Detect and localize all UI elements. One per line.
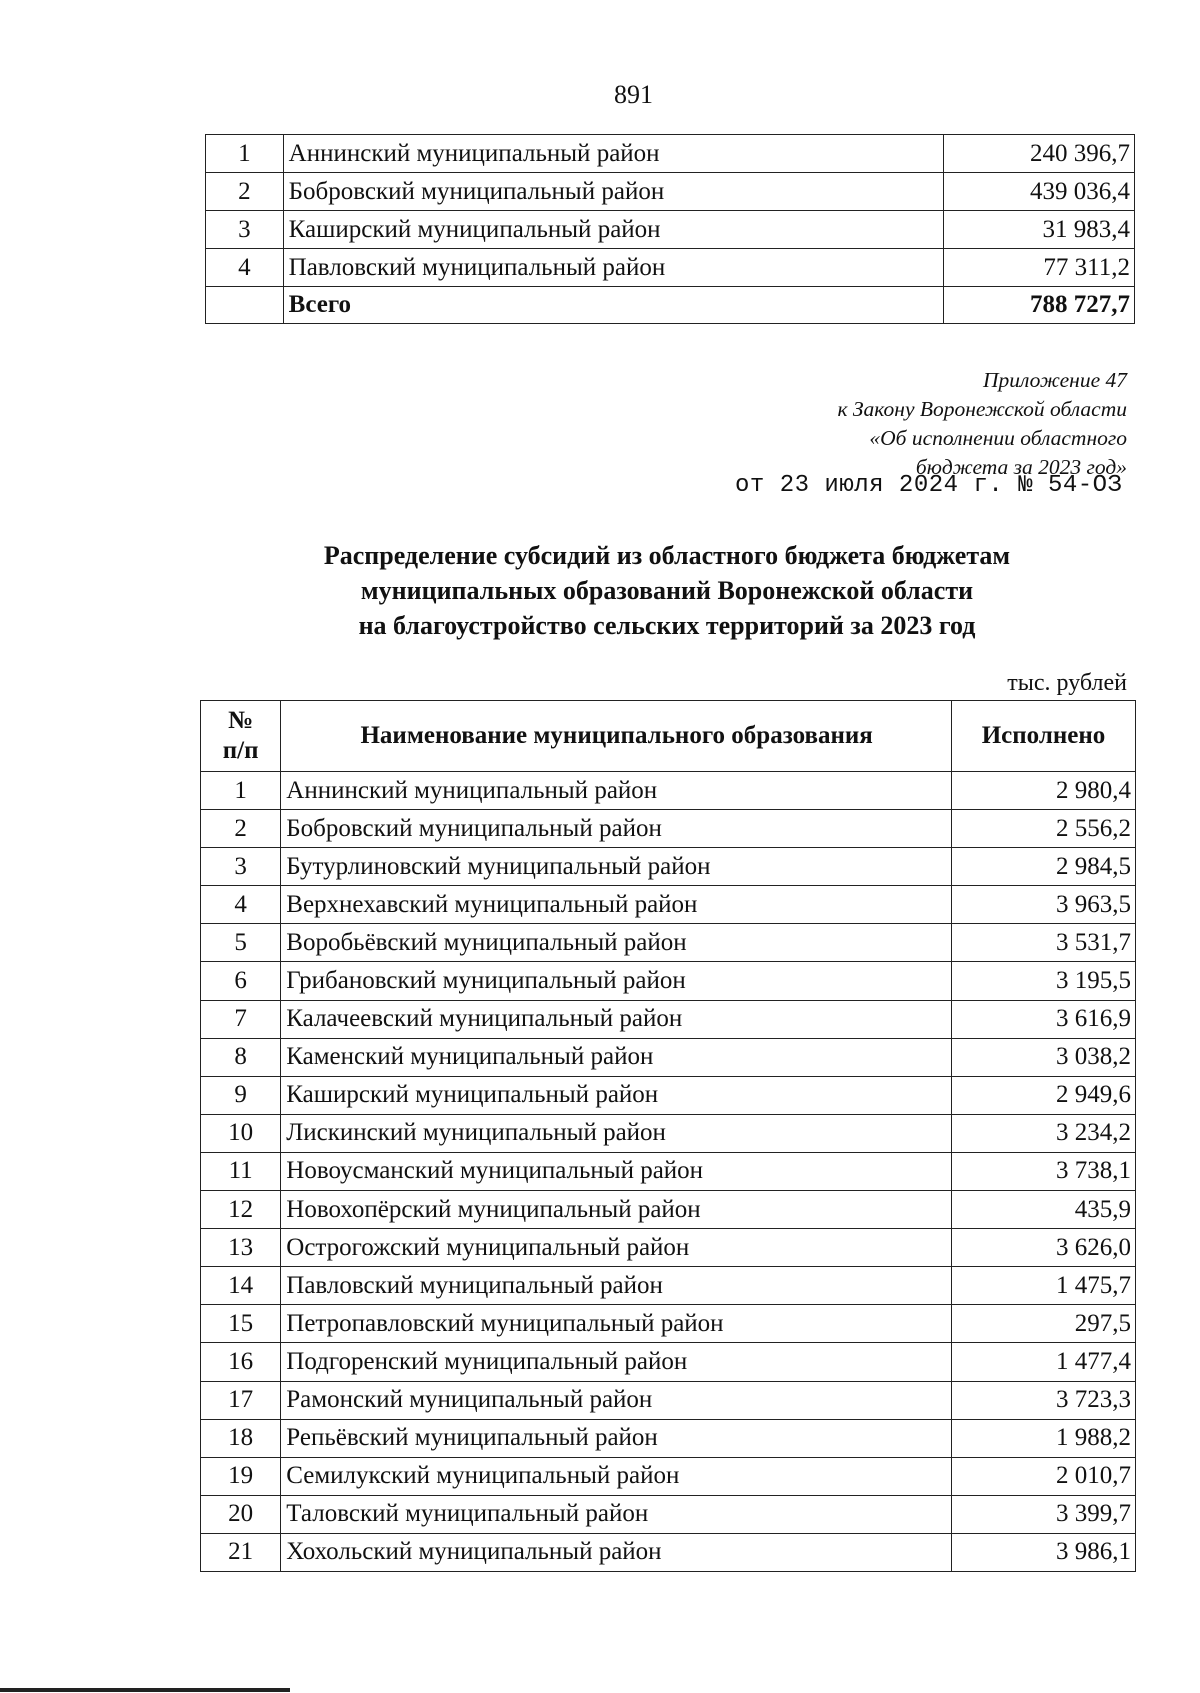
row-name: Подгоренский муниципальный район — [281, 1343, 952, 1381]
row-number: 7 — [201, 1000, 281, 1038]
row-name: Воробьёвский муниципальный район — [281, 924, 952, 962]
total-value: 788 727,7 — [944, 287, 1135, 324]
table-row — [201, 1533, 1136, 1571]
row-number: 13 — [201, 1229, 281, 1267]
appendix-line: «Об исполнении областного — [869, 426, 1127, 450]
row-value: 435,9 — [952, 1191, 1136, 1229]
row-value: 439 036,4 — [944, 173, 1135, 211]
row-number: 9 — [201, 1076, 281, 1114]
row-number: 5 — [201, 924, 281, 962]
previous-appendix-table — [205, 134, 1135, 324]
row-number: 19 — [201, 1457, 281, 1495]
title-line: на благоустройство сельских территорий за 2023 год — [358, 611, 976, 640]
page-number — [0, 80, 1200, 110]
footer-rule — [0, 1688, 290, 1692]
total-label: Всего — [283, 287, 944, 324]
table-row — [201, 1495, 1136, 1533]
row-name: Павловский муниципальный район — [281, 1267, 952, 1305]
row-number: 15 — [201, 1305, 281, 1343]
table-row — [201, 886, 1136, 924]
row-value: 2 984,5 — [952, 848, 1136, 886]
row-number: 20 — [201, 1495, 281, 1533]
table-row — [201, 1305, 1136, 1343]
table-row — [201, 1152, 1136, 1190]
table-row — [201, 772, 1136, 810]
table-row — [201, 1419, 1136, 1457]
row-value: 3 986,1 — [952, 1533, 1136, 1571]
row-value: 3 399,7 — [952, 1495, 1136, 1533]
row-name: Лискинский муниципальный район — [281, 1114, 952, 1152]
row-value: 1 475,7 — [952, 1267, 1136, 1305]
table-row — [201, 1343, 1136, 1381]
table-row — [201, 848, 1136, 886]
row-value: 3 738,1 — [952, 1152, 1136, 1190]
table-row — [206, 135, 1135, 173]
table-row — [201, 1114, 1136, 1152]
row-number: 2 — [201, 810, 281, 848]
row-value: 3 626,0 — [952, 1229, 1136, 1267]
page-number-text: 891 — [614, 80, 653, 109]
row-value: 3 963,5 — [952, 886, 1136, 924]
row-name: Острогожский муниципальный район — [281, 1229, 952, 1267]
table-row — [201, 810, 1136, 848]
row-number: 12 — [201, 1191, 281, 1229]
appendix-line: к Закону Воронежской области — [837, 397, 1127, 421]
appendix-line: бюджета за 2023 год» — [915, 455, 1127, 479]
table-header-row — [201, 701, 1136, 772]
row-name: Новоусманский муниципальный район — [281, 1152, 952, 1190]
row-name: Таловский муниципальный район — [281, 1495, 952, 1533]
row-value: 2 556,2 — [952, 810, 1136, 848]
row-number: 16 — [201, 1343, 281, 1381]
subsidy-distribution-table — [200, 700, 1136, 1572]
table-row — [206, 173, 1135, 211]
row-name: Репьёвский муниципальный район — [281, 1419, 952, 1457]
row-name: Каширский муниципальный район — [281, 1076, 952, 1114]
row-number: 2 — [206, 173, 284, 211]
row-name: Рамонский муниципальный район — [281, 1381, 952, 1419]
row-number: 8 — [201, 1038, 281, 1076]
appendix-line: Приложение 47 — [983, 368, 1127, 392]
decree-stamp: от 23 июля 2024 г. № 54-ОЗ — [735, 472, 1123, 499]
total-row — [206, 287, 1135, 324]
table-row — [206, 249, 1135, 287]
row-number: 3 — [201, 848, 281, 886]
row-name: Калачеевский муниципальный район — [281, 1000, 952, 1038]
row-value: 297,5 — [952, 1305, 1136, 1343]
table-row — [201, 1229, 1136, 1267]
table-row — [201, 1000, 1136, 1038]
row-value: 3 531,7 — [952, 924, 1136, 962]
row-name: Грибановский муниципальный район — [281, 962, 952, 1000]
row-value: 3 234,2 — [952, 1114, 1136, 1152]
table-row — [201, 924, 1136, 962]
row-value: 3 195,5 — [952, 962, 1136, 1000]
document-title — [0, 538, 1200, 643]
table-row — [201, 1191, 1136, 1229]
header-value: Исполнено — [952, 701, 1136, 772]
table-row — [201, 1381, 1136, 1419]
row-number: 4 — [206, 249, 284, 287]
row-number: 1 — [206, 135, 284, 173]
row-name: Петропавловский муниципальный район — [281, 1305, 952, 1343]
row-value: 1 477,4 — [952, 1343, 1136, 1381]
row-name: Хохольский муниципальный район — [281, 1533, 952, 1571]
row-name: Бобровский муниципальный район — [281, 810, 952, 848]
row-name: Новохопёрский муниципальный район — [281, 1191, 952, 1229]
row-name: Каменский муниципальный район — [281, 1038, 952, 1076]
row-name: Аннинский муниципальный район — [283, 135, 944, 173]
row-number: 6 — [201, 962, 281, 1000]
total-empty-cell — [206, 287, 284, 324]
row-value: 3 038,2 — [952, 1038, 1136, 1076]
units-label: тыс. рублей — [1007, 670, 1127, 696]
row-value: 2 980,4 — [952, 772, 1136, 810]
row-number: 18 — [201, 1419, 281, 1457]
row-value: 3 616,9 — [952, 1000, 1136, 1038]
row-value: 31 983,4 — [944, 211, 1135, 249]
title-line: Распределение субсидий из областного бюджета бюджетам — [323, 541, 1011, 570]
table-row — [206, 211, 1135, 249]
row-name: Павловский муниципальный район — [283, 249, 944, 287]
row-number: 4 — [201, 886, 281, 924]
table-row — [201, 1457, 1136, 1495]
row-number: 3 — [206, 211, 284, 249]
table-row — [201, 1076, 1136, 1114]
table-row — [201, 962, 1136, 1000]
appendix-reference — [647, 366, 1127, 482]
row-name: Бутурлиновский муниципальный район — [281, 848, 952, 886]
row-number: 11 — [201, 1152, 281, 1190]
header-number-abbr: п/п — [222, 737, 259, 764]
row-value: 2 010,7 — [952, 1457, 1136, 1495]
row-value: 3 723,3 — [952, 1381, 1136, 1419]
row-number: 1 — [201, 772, 281, 810]
row-value: 240 396,7 — [944, 135, 1135, 173]
header-number-symbol: № — [228, 707, 254, 734]
row-name: Верхнехавский муниципальный район — [281, 886, 952, 924]
row-name: Семилукский муниципальный район — [281, 1457, 952, 1495]
table-row — [201, 1038, 1136, 1076]
row-name: Бобровский муниципальный район — [283, 173, 944, 211]
row-number: 14 — [201, 1267, 281, 1305]
header-name: Наименование муниципального образования — [281, 701, 952, 772]
row-value: 1 988,2 — [952, 1419, 1136, 1457]
row-number: 17 — [201, 1381, 281, 1419]
table-row — [201, 1267, 1136, 1305]
row-number: 21 — [201, 1533, 281, 1571]
header-number — [201, 701, 281, 772]
row-value: 77 311,2 — [944, 249, 1135, 287]
title-line: муниципальных образований Воронежской области — [360, 576, 974, 605]
row-name: Аннинский муниципальный район — [281, 772, 952, 810]
row-number: 10 — [201, 1114, 281, 1152]
row-name: Каширский муниципальный район — [283, 211, 944, 249]
row-value: 2 949,6 — [952, 1076, 1136, 1114]
